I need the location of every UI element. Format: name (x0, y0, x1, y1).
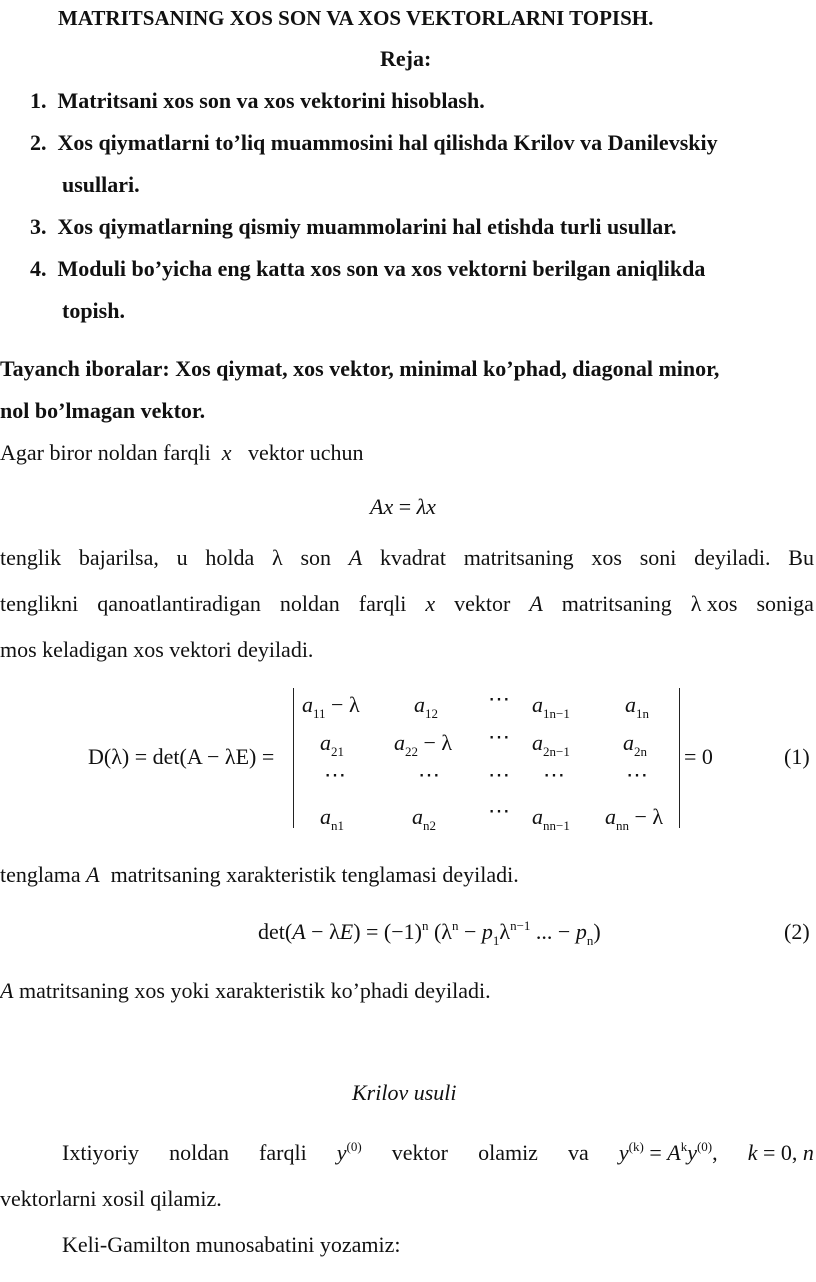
matrix-cell: ⋯ (488, 686, 510, 711)
matrix-a: A (86, 862, 100, 887)
eq-lhs: Ax (370, 494, 394, 519)
word: tenglikni (0, 591, 79, 616)
vector-x: x (425, 591, 436, 616)
det-right-bar (679, 688, 680, 828)
word: Ixtiyoriy (62, 1140, 139, 1165)
matrix-cell: $a_{1n-1}$ (532, 692, 570, 721)
paragraph-definition-line-3: mos keladigan xos vektori deyiladi. (0, 637, 314, 662)
word: matritsaning (561, 591, 672, 616)
matrix-cell: $a_{n2}$ (412, 804, 436, 833)
word: soniga (756, 591, 814, 616)
equation-number-2: (2) (784, 919, 810, 944)
matrix-cell: ⋯ (543, 762, 565, 787)
matrix-a: A (529, 591, 543, 616)
det-left-bar (293, 688, 294, 828)
plan-item-text: Matritsani xos son va xos vektorini hisoblash. (57, 88, 485, 113)
paragraph-krilov-line-1 (62, 1140, 814, 1166)
word: va (568, 1140, 589, 1165)
plan-item-text: Xos qiymatlarni to’liq muammosini hal qilishda Krilov va Danilevskiy (57, 130, 718, 155)
eq-rhs: λx (416, 494, 436, 519)
char-poly-equation: $\det(A - \lambda E) = (-1)^n$ ($\lambda^n - p_1\lambda^{n-1}$ ... − $p_n$) (258, 918, 601, 948)
word: bajarilsa, (78, 545, 159, 570)
intro-text-end: vektor uchun (248, 440, 364, 465)
vector-x: x (221, 440, 232, 465)
plan-item-text: Xos qiymatlarning qismiy muammolarini hal etishda turli usullar. (57, 214, 677, 239)
matrix-cell: $a_{2n-1}$ (532, 730, 570, 759)
krylov-recurrence: $y^{(k)} = A^ky^{(0)}$, (618, 1139, 718, 1165)
document-title: MATRITSANING XOS SON VA XOS VEKTORLARNI TOPISH. (58, 6, 654, 30)
matrix-cell: ⋯ (488, 762, 510, 787)
word: Bu (788, 545, 814, 570)
plan-item-text: Moduli bo’yicha eng katta xos son va xos vektorni berilgan aniqlikda (57, 256, 706, 281)
word: λ xos (690, 591, 738, 616)
word: xos (591, 545, 622, 570)
word: qanoatlantiradigan (97, 591, 261, 616)
paragraph-cayley-hamilton: Keli-Gamilton munosabatini yozamiz: (62, 1232, 401, 1257)
plan-item-number: 1. (30, 88, 47, 113)
word: deyiladi. (694, 545, 771, 570)
matrix-a: A (0, 978, 14, 1003)
plan-item-3 (30, 214, 676, 240)
section-heading-krilov: Krilov usuli (352, 1080, 457, 1105)
plan-item-number: 4. (30, 256, 47, 281)
matrix-cell: ⋯ (488, 798, 510, 823)
det-rhs: = 0 (684, 744, 713, 769)
paragraph-characteristic-eq (0, 862, 519, 888)
text: matritsaning xos yoki xarakteristik ko’phadi deyiladi. (18, 978, 491, 1003)
equation-number-1: (1) (784, 744, 810, 769)
plan-item-2-continuation: usullari. (62, 172, 140, 197)
eigen-equation (370, 494, 436, 520)
matrix-cell: $a_{2n}$ (623, 730, 647, 759)
matrix-cell: $a_{11} - \lambda$ (302, 692, 360, 721)
plan-item-1 (30, 88, 485, 114)
matrix-cell: ⋯ (418, 762, 440, 787)
matrix-cell: $a_{nn-1}$ (532, 804, 570, 833)
plan-item-number: 2. (30, 130, 47, 155)
matrix-cell: ⋯ (488, 724, 510, 749)
det-lhs: D(λ) = det(A − λE) = (88, 744, 275, 769)
word: vektor (391, 1140, 448, 1165)
eq-sign: = (398, 494, 412, 519)
text: matritsaning xarakteristik tenglamasi deyiladi. (110, 862, 519, 887)
word: vektor (454, 591, 511, 616)
word: farqli (259, 1140, 307, 1165)
vector-y0: $y^{(0)}$ (336, 1139, 362, 1165)
lambda-symbol: λ (272, 545, 283, 570)
matrix-cell: $a_{1n}$ (625, 692, 649, 721)
intro-text: Agar biror noldan farqli (0, 440, 211, 465)
paragraph-char-polynomial (0, 978, 491, 1004)
keywords-line-1: Tayanch iboralar: Xos qiymat, xos vektor, minimal ko’phad, diagonal minor, (0, 356, 720, 381)
plan-item-2 (30, 130, 718, 156)
word: noldan (279, 591, 340, 616)
matrix-a: A (348, 545, 363, 570)
paragraph-definition-line-2 (0, 591, 814, 617)
text: tenglama (0, 862, 81, 887)
matrix-cell: ⋯ (626, 762, 648, 787)
paragraph-definition-line-1 (0, 545, 814, 571)
k-range: k = 0, n (747, 1140, 814, 1165)
word: tenglik (0, 545, 62, 570)
word: son (300, 545, 332, 570)
paragraph-intro (0, 440, 364, 466)
word: matritsaning (463, 545, 574, 570)
word: u (176, 545, 188, 570)
word: kvadrat (379, 545, 446, 570)
paragraph-krilov-line-2: vektorlarni xosil qilamiz. (0, 1186, 222, 1211)
word: farqli (358, 591, 407, 616)
matrix-cell: $a_{n1}$ (320, 804, 344, 833)
matrix-cell: $a_{22} - \lambda$ (394, 730, 453, 759)
word: noldan (169, 1140, 229, 1165)
word: olamiz (478, 1140, 538, 1165)
word: holda (205, 545, 255, 570)
keywords-line-2: nol bo’lmagan vektor. (0, 398, 206, 423)
matrix-cell: $a_{12}$ (414, 692, 438, 721)
matrix-cell: $a_{nn} - \lambda$ (605, 804, 664, 833)
plan-heading: Reja: (380, 46, 432, 71)
word: soni (639, 545, 677, 570)
plan-item-number: 3. (30, 214, 47, 239)
plan-item-4 (30, 256, 705, 282)
matrix-cell: $a_{21}$ (320, 730, 344, 759)
matrix-cell: ⋯ (324, 762, 346, 787)
plan-item-4-continuation: topish. (62, 298, 125, 323)
